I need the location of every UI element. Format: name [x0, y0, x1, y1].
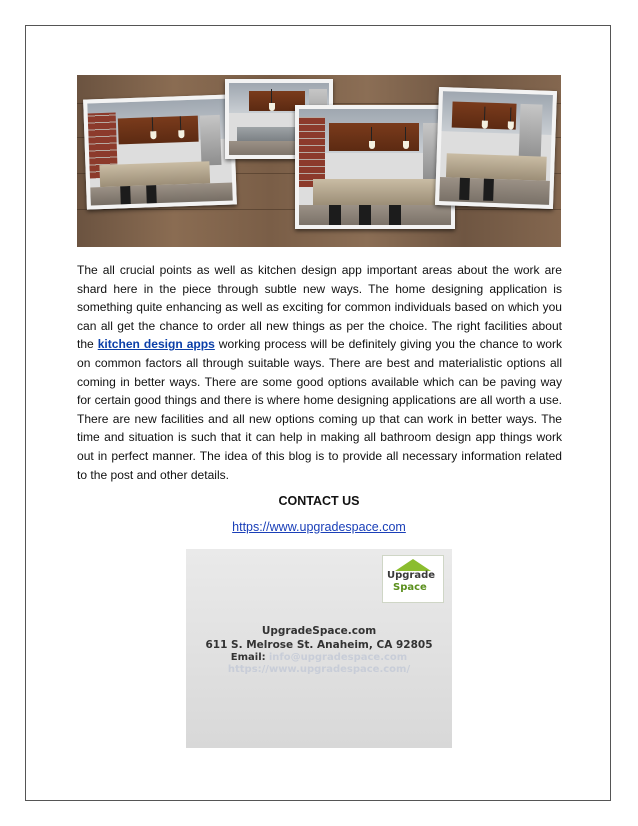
- logo-text-upgrade: Upgrade: [387, 570, 436, 581]
- kitchen-collage-image: [77, 75, 561, 247]
- card-email-label: Email:: [230, 652, 266, 663]
- card-company-name: UpgradeSpace.com: [261, 625, 377, 637]
- article-text-before: The all crucial points as well as kitchen design app important areas about the work are shard here in the piece through subtle new ways. The home designing application is something quite enhancing as well as exciting for common individuals based on which you can all get the chance to order all new things as per the choice. The right facilities about the: [77, 263, 562, 352]
- contact-url-link[interactable]: https://www.upgradespace.com: [232, 520, 406, 534]
- business-card-image: [186, 549, 452, 748]
- article-text-after: working process will be definitely giving you the chance to work on common factors all through suitable ways. There are best and materialistic options all coming in better ways. There are some good options available which can be paving way for certain good things and there is where home designing applications are all worth a use. There are new facilities and all new options coming up that can work in better ways. The time and situation is such that it can help in making all bathroom design app things work out in perfect manner. The idea of this blog is to provide all necessary information related to the post and other details.: [77, 337, 562, 482]
- card-email: info@upgradespace.com: [268, 652, 408, 663]
- card-email-row: [186, 652, 452, 663]
- kitchen-photo-3: [295, 105, 455, 229]
- kitchen-photo-4: [435, 87, 557, 209]
- contact-heading: CONTACT US: [278, 494, 360, 508]
- kitchen-design-apps-link[interactable]: kitchen design apps: [97, 337, 215, 352]
- kitchen-photo-1: [83, 94, 237, 209]
- card-address: 611 S. Melrose St. Anaheim, CA 92805: [205, 639, 433, 651]
- article-paragraph: [77, 261, 562, 484]
- logo-text-space: Space: [393, 582, 427, 593]
- card-url: https://www.upgradespace.com/: [227, 664, 411, 675]
- upgradespace-logo: [382, 555, 444, 603]
